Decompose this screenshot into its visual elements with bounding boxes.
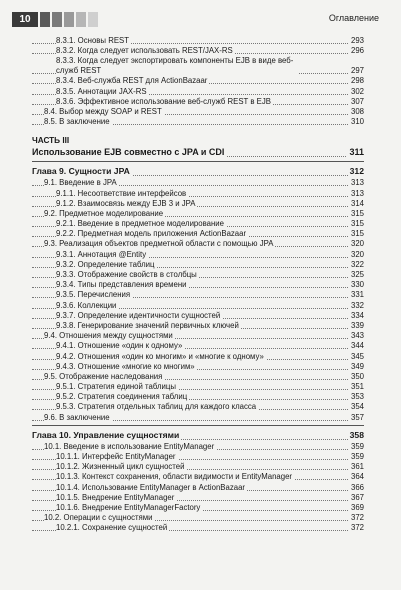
entry-page-number: 334 bbox=[350, 310, 364, 320]
toc-entry-level-3[interactable] bbox=[32, 290, 364, 300]
toc-entry-level-3[interactable] bbox=[32, 311, 364, 321]
entry-page-number: 372 bbox=[350, 523, 364, 533]
entry-title: 9.3.6. Коллекции bbox=[56, 300, 117, 310]
spacer bbox=[32, 127, 364, 135]
toc-entry-level-3[interactable] bbox=[32, 483, 364, 493]
entry-title: 10.1.3. Контекст сохранения, области видимости и EntityManager bbox=[56, 472, 293, 482]
entry-page-number: 330 bbox=[350, 280, 364, 290]
entry-page-number: 302 bbox=[350, 86, 364, 96]
entry-title: 9.5.2. Стратегия соединения таблиц bbox=[56, 392, 188, 402]
entry-title: 9.4.1. Отношение «один к одному» bbox=[56, 341, 183, 351]
toc-entry-level-2[interactable] bbox=[32, 331, 364, 341]
entry-title: 9.3. Реализация объектов предметной области с помощью JPA bbox=[44, 239, 274, 249]
entry-title: 9.3.5. Перечисления bbox=[56, 290, 131, 300]
entry-page-number: 358 bbox=[349, 429, 364, 440]
entry-page-number: 361 bbox=[350, 462, 364, 472]
toc-entry-level-3[interactable] bbox=[32, 402, 364, 412]
chapter-rule bbox=[32, 161, 364, 162]
toc-entry-level-3[interactable] bbox=[32, 352, 364, 362]
toc-entry-level-3[interactable] bbox=[32, 36, 364, 46]
entry-page-number: 354 bbox=[350, 402, 364, 412]
entry-title: 9.5.3. Стратегия отдельных таблиц для каждого класса bbox=[56, 402, 257, 412]
toc-entry-level-3[interactable] bbox=[32, 523, 364, 533]
entry-page-number: 351 bbox=[350, 382, 364, 392]
toc-entry-level-2[interactable] bbox=[32, 239, 364, 249]
part-title[interactable] bbox=[32, 146, 364, 159]
entry-title: 9.5. Отображение наследования bbox=[44, 371, 163, 381]
entry-title: 8.3.5. Аннотации JAX-RS bbox=[56, 86, 147, 96]
entry-title: Глава 9. Сущности JPA bbox=[32, 166, 130, 177]
running-header-title: Оглавление bbox=[328, 13, 379, 23]
entry-page-number: 313 bbox=[350, 188, 364, 198]
entry-page-number: 312 bbox=[349, 166, 364, 177]
entry-title: 9.3.2. Определение таблиц bbox=[56, 259, 155, 269]
header-block bbox=[52, 12, 62, 27]
toc-entry-level-3[interactable] bbox=[32, 503, 364, 513]
header-block bbox=[64, 12, 74, 27]
entry-page-number: 364 bbox=[350, 472, 364, 482]
toc-entry-level-3[interactable] bbox=[32, 472, 364, 482]
chapter-heading[interactable] bbox=[32, 429, 364, 442]
entry-title: 8.3.2. Когда следует использовать REST/JAX-RS bbox=[56, 46, 233, 56]
entry-title: 8.4. Выбор между SOAP и REST bbox=[44, 106, 162, 116]
toc-entry-level-3[interactable] bbox=[32, 280, 364, 290]
toc-entry-level-3[interactable] bbox=[32, 392, 364, 402]
entry-title: 8.3.3. Когда следует экспортировать компоненты EJB в виде веб-служб REST bbox=[56, 56, 298, 76]
entry-page-number: 297 bbox=[350, 66, 364, 76]
entry-page-number: 320 bbox=[350, 239, 364, 249]
entry-page-number: 320 bbox=[350, 249, 364, 259]
entry-page-number: 315 bbox=[350, 219, 364, 229]
entry-title: 8.5. В заключение bbox=[44, 117, 110, 127]
entry-page-number: 367 bbox=[350, 492, 364, 502]
toc-entry-level-2[interactable] bbox=[32, 372, 364, 382]
toc-entry-level-2[interactable] bbox=[32, 107, 364, 117]
entry-page-number: 315 bbox=[350, 229, 364, 239]
entry-page-number: 314 bbox=[350, 198, 364, 208]
entry-page-number: 310 bbox=[350, 117, 364, 127]
page-header bbox=[0, 0, 401, 30]
entry-title: 9.4. Отношения между сущностями bbox=[44, 331, 173, 341]
entry-title: 9.3.3. Отображение свойств в столбцы bbox=[56, 270, 197, 279]
entry-page-number: 332 bbox=[350, 300, 364, 310]
entry-title: 10.1.5. Внедрение EntityManager bbox=[56, 492, 175, 502]
toc-entry-level-3[interactable] bbox=[32, 452, 364, 462]
entry-title: 8.3.4. Веб-служба REST для ActionBazaar bbox=[56, 76, 208, 86]
page-number: 10 bbox=[12, 12, 38, 27]
entry-page-number: 344 bbox=[350, 341, 364, 351]
entry-page-number: 296 bbox=[350, 46, 364, 56]
entry-title: 9.5.1. Стратегия единой таблицы bbox=[56, 382, 176, 392]
entry-title: Глава 10. Управление сущностями bbox=[32, 429, 180, 440]
toc-entry-level-3[interactable] bbox=[32, 321, 364, 331]
toc-entry-level-2[interactable] bbox=[32, 209, 364, 219]
entry-page-number: 343 bbox=[350, 331, 364, 341]
toc-entry-level-3[interactable] bbox=[32, 250, 364, 260]
toc-entry-level-3[interactable] bbox=[32, 97, 364, 107]
entry-title: 10.2. Операции с сущностями bbox=[44, 513, 153, 523]
entry-title: 9.1.1. Несоответствие интерфейсов bbox=[56, 188, 187, 198]
chapter-rule bbox=[32, 425, 364, 426]
entry-page-number: 313 bbox=[350, 178, 364, 188]
entry-title: 10.1. Введение в использование EntityManager bbox=[44, 441, 215, 451]
entry-title: 9.6. В заключение bbox=[44, 412, 110, 422]
toc-entry-level-2[interactable] bbox=[32, 442, 364, 452]
entry-title: 9.3.7. Определение идентичности сущностей bbox=[56, 310, 221, 320]
header-block bbox=[40, 12, 50, 27]
entry-title: 10.1.1. Интерфейс EntityManager bbox=[56, 452, 176, 461]
toc-entry-level-3[interactable] bbox=[32, 199, 364, 209]
toc-entry-level-3[interactable] bbox=[32, 229, 364, 239]
entry-page-number: 325 bbox=[350, 270, 364, 279]
entry-page-number: 298 bbox=[350, 76, 364, 86]
entry-title: 9.2.2. Предметная модель приложения ActionBazaar bbox=[56, 229, 247, 239]
header-block bbox=[88, 12, 98, 27]
toc-entry-level-3[interactable] bbox=[32, 341, 364, 351]
entry-title: 8.3.1. Основы REST bbox=[56, 36, 129, 45]
entry-title: 8.3.6. Эффективное использование веб-служб REST в EJB bbox=[56, 96, 271, 106]
toc-entry-level-3[interactable] bbox=[32, 493, 364, 503]
entry-page-number: 350 bbox=[350, 371, 364, 381]
toc-entry-level-3[interactable] bbox=[32, 189, 364, 199]
entry-page-number: 307 bbox=[350, 96, 364, 106]
toc-entry-level-3[interactable] bbox=[32, 301, 364, 311]
entry-title: Использование EJB совместно с JPA и CDI bbox=[32, 147, 225, 158]
entry-page-number: 359 bbox=[350, 452, 364, 461]
entry-page-number: 339 bbox=[350, 320, 364, 330]
header-block bbox=[76, 12, 86, 27]
entry-page-number: 322 bbox=[350, 259, 364, 269]
toc-entry-level-2[interactable] bbox=[32, 413, 364, 423]
entry-page-number: 315 bbox=[350, 208, 364, 218]
entry-title: 9.2.1. Введение в предметное моделирование bbox=[56, 219, 224, 229]
entry-title: 10.1.6. Внедрение EntityManagerFactory bbox=[56, 502, 201, 512]
toc-entry-level-3[interactable] bbox=[32, 462, 364, 472]
toc-entry-level-3[interactable] bbox=[32, 270, 364, 280]
entry-page-number: 353 bbox=[350, 392, 364, 402]
toc-entry-level-2[interactable] bbox=[32, 513, 364, 523]
toc-entry-level-3[interactable] bbox=[32, 56, 364, 76]
entry-title: 10.1.4. Использование EntityManager в ActionBazaar bbox=[56, 482, 246, 492]
toc-entry-level-2[interactable] bbox=[32, 117, 364, 127]
entry-page-number: 293 bbox=[350, 36, 364, 45]
entry-title: 10.2.1. Сохранение сущностей bbox=[56, 523, 168, 533]
entry-title: 10.1.2. Жизненный цикл сущностей bbox=[56, 462, 185, 472]
entry-page-number: 372 bbox=[350, 513, 364, 523]
entry-title: 9.3.4. Типы представления времени bbox=[56, 280, 187, 290]
entry-title: 9.1. Введение в JPA bbox=[44, 178, 117, 188]
toc-entry-level-3[interactable] bbox=[32, 219, 364, 229]
toc-entry-level-2[interactable] bbox=[32, 178, 364, 188]
entry-page-number: 345 bbox=[350, 351, 364, 361]
entry-title: 9.1.2. Взаимосвязь между EJB 3 и JPA bbox=[56, 198, 196, 208]
entry-page-number: 349 bbox=[350, 361, 364, 371]
toc-entry-level-3[interactable] bbox=[32, 362, 364, 372]
entry-title: 9.3.1. Аннотация @Entity bbox=[56, 249, 147, 259]
toc-entry-level-3[interactable] bbox=[32, 382, 364, 392]
part-label: ЧАСТЬ III bbox=[32, 136, 70, 146]
entry-title: 9.4.2. Отношения «один ко многим» и «многие к одному» bbox=[56, 351, 264, 361]
entry-page-number: 369 bbox=[350, 502, 364, 512]
entry-page-number: 357 bbox=[350, 412, 364, 422]
entry-title: 9.2. Предметное моделирование bbox=[44, 208, 164, 218]
toc-entry-level-3[interactable] bbox=[32, 76, 364, 86]
table-of-contents bbox=[32, 36, 364, 534]
entry-title: 9.3.8. Генерирование значений первичных ключей bbox=[56, 320, 239, 330]
entry-page-number: 331 bbox=[350, 290, 364, 300]
toc-entry-level-3[interactable] bbox=[32, 87, 364, 97]
entry-title: 9.4.3. Отношение «многие ко многим» bbox=[56, 361, 195, 371]
toc-entry-level-3[interactable] bbox=[32, 46, 364, 56]
entry-page-number: 366 bbox=[350, 482, 364, 492]
toc-entry-level-3[interactable] bbox=[32, 260, 364, 270]
entry-page-number: 308 bbox=[350, 106, 364, 116]
chapter-heading[interactable] bbox=[32, 165, 364, 178]
header-color-blocks bbox=[40, 12, 100, 27]
entry-page-number: 359 bbox=[350, 441, 364, 451]
entry-page-number: 311 bbox=[349, 147, 364, 158]
